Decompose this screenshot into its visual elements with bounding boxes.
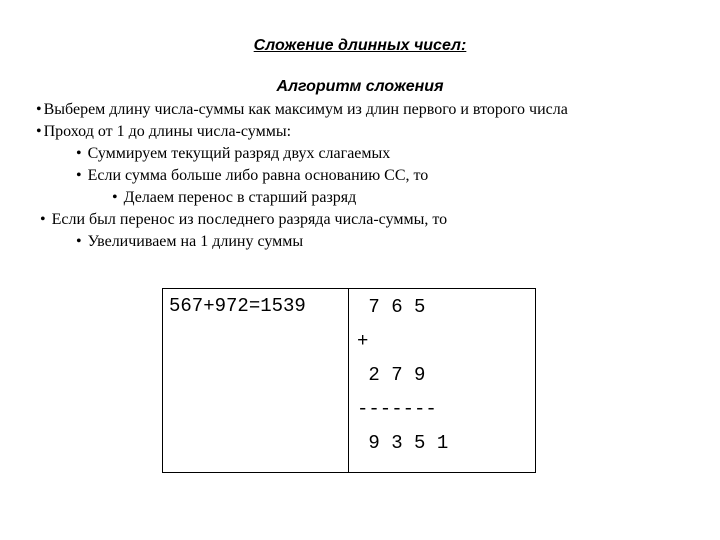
sub-bullet-item <box>36 167 696 184</box>
bullet-icon: • <box>112 189 118 206</box>
bullet-text: Проход от 1 до длины числа-суммы: <box>43 123 292 140</box>
bullet-icon: • <box>36 101 42 118</box>
addend-1: 7 6 5 <box>357 296 426 318</box>
bullet-text: Если сумма больше либо равна основанию СС, то <box>87 167 429 184</box>
bullet-text: Делаем перенос в старший разряд <box>123 189 357 206</box>
example-expression: 567+972=1539 <box>163 289 349 472</box>
bullet-icon: • <box>76 167 82 184</box>
slide-title: Сложение длинных чисел: <box>253 37 467 54</box>
sub-bullet-item <box>36 145 696 162</box>
sub-bullet-item <box>36 233 696 250</box>
bullet-icon: • <box>76 145 82 162</box>
column-addition <box>349 289 535 472</box>
bullet-text: Если был перенос из последнего разряда числа-суммы, то <box>51 211 448 228</box>
bullet-item <box>36 123 696 140</box>
bullet-item <box>36 211 696 228</box>
sum-result: 9 3 5 1 <box>357 432 449 454</box>
bullet-text: Увеличиваем на 1 длину суммы <box>87 233 304 250</box>
bullet-icon: • <box>76 233 82 250</box>
plus-sign: + <box>357 330 369 352</box>
addend-2: 2 7 9 <box>357 364 426 386</box>
bullet-text: Выберем длину числа-суммы как максимум из длин первого и второго числа <box>43 101 568 118</box>
sum-rule: ------- <box>357 398 437 420</box>
bullet-icon: • <box>36 123 42 140</box>
bullet-text: Суммируем текущий разряд двух слагаемых <box>87 145 391 162</box>
example-table <box>162 288 536 473</box>
sub-sub-bullet-item <box>36 189 696 206</box>
bullet-item <box>36 101 696 118</box>
bullet-icon: • <box>40 211 46 228</box>
bullet-list <box>36 101 696 255</box>
slide-subtitle: Алгоритм сложения <box>276 78 444 95</box>
